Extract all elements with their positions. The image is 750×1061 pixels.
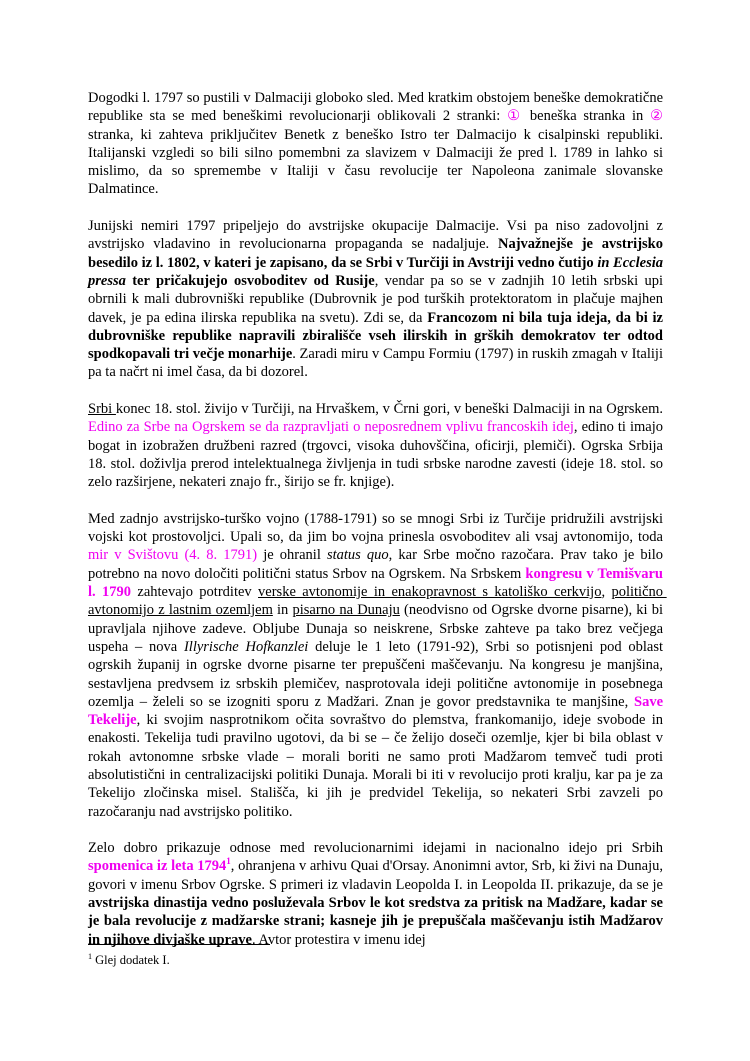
text-run: je ohranil	[257, 547, 327, 564]
paragraph	[88, 510, 667, 821]
text-run: , vendar pa so se v zadnjih 10 letih srbski upi obrnili k mali dubrovniški republike (Dubrovnik je pod turških protektoratom in plačuje majhen davek, je pa edina ilirska republika na svetu). Zdi se, da	[88, 272, 667, 326]
text-run: ter pričakujejo osvoboditev od Rusije	[125, 272, 375, 289]
text-run: Junijski nemiri 1797 pripeljejo do avstrijske okupacije Dalmacije. Vsi pa niso zadovoljni z avstrijsko vladavino in revolucionarna propaganda se nadaljuje.	[88, 218, 667, 253]
text-run: (neodvisno od Ogrske dvorne pisarne), ki bi upravljala njihove zadeve. Obljube Dunaja so neiskrene, Srbske zahteve pa tako brez večjega uspeha – nova	[88, 602, 667, 655]
text-run: Francozom ni bila tuja ideja, da bi iz dubrovniške republike napravili zbirališče vseh ilirskih in grških demokratov ter odtod spodkopavali tri večje monarhije	[88, 309, 667, 363]
text-run: , ohranjena v arhivu Quai d'Orsay. Anonimni avtor, Srb, ki živi na Dunaju, govori v imenu Srbov Ogrske. S primeri iz vladavin Leopolda I. in Leopolda II. prikazuje, da se je	[88, 858, 667, 893]
text-run: , kar Srbe močno razočara. Prav tako je bilo potrebno na novo določiti politični status Srbov na Ogrskem. Na Srbskem	[88, 547, 667, 582]
text-run: in	[272, 602, 293, 619]
text-run: in Ecclesia pressa	[88, 254, 667, 289]
text-run: Zelo dobro prikazuje odnose med revolucionarnimi idejami in nacionalno idejo pri Srbih	[88, 840, 667, 857]
text-run: stranka, ki zahteva priključitev Benetk z beneško Istro ter Dalmacijo k cisalpinski republiki. Italijanski vzgledi so bili silno pomembni za slavizem v Dalmaciji že pred l. 1789 in lahko si mislimo, da so spremembe v Italiji v času revolucije ter Napoleona zanimale slovanske Dalmatince.	[88, 108, 667, 198]
highlighted-text-run: kongresu v Temišvaru l. 1790	[88, 565, 667, 601]
document-body	[88, 89, 667, 967]
text-run: pisarno na Dunaju	[292, 602, 400, 619]
text-run: status quo	[326, 547, 389, 564]
footnote-marker: 1	[88, 951, 93, 961]
text-run: . Avtor protestira v imenu idej	[251, 931, 426, 948]
footnote-reference: 1	[226, 856, 231, 867]
text-run: zahtevajo potrditev	[131, 584, 259, 601]
text-run: Dogodki l. 1797 so pustili v Dalmaciji globoko sled. Med kratkim obstojem beneške demokratične republike sta se med beneškimi revolucionarji oblikovali 2 stranki:	[88, 90, 667, 125]
text-run: deluje le 1 leto (1791-92), Srbi so potisnjeni pod oblast ogrskih županij in ogrske dvorne pisarne ter prepuščeni maščevanju. Na kongresu je manjšina, sestavljena predvsem iz srbskih plemičev, nasprotovala ideji politične avtonomije in posebnega ozemlja – želeli so se izogniti sporu z Madžari. Znan je govor predstavnika te manjšine,	[88, 638, 667, 710]
text-run: politično avtonomijo z lastnim ozemljem	[88, 584, 667, 619]
text-run: konec 18. stol. živijo v Turčiji, na Hrvaškem, v Črni gori, v beneški Dalmaciji in na Ogrskem.	[115, 401, 667, 418]
footnote-separator	[88, 944, 270, 945]
text-run: verske avtonomije in enakopravnost s katoliško cerkvijo	[258, 584, 602, 601]
text-run: ,	[601, 584, 612, 601]
text-run: , ki svojim nasprotnikom očita sovraštvo do plemstva, frankomanijo, ideje svobode in enakosti. Tekelija tudi pravilno ugotovi, da bi se – če želijo doseči ozemlje, kjer bi bila oblast v rokah avtonomne srbske vlade – morali boriti ne samo proti Madžarom temveč tudi proti absolutistični in centralizacijski politiki Dunaja. Morali bi iti v revolucijo proti kralju, kar pa je za Tekelijo zločinska misel. Stališča, ki jih je predvidel Tekelija, so nekateri Srbi zavzeli po razočaranju nad avstrijsko politiko.	[88, 712, 667, 820]
paragraph	[88, 217, 667, 382]
highlighted-text-run: ②	[650, 108, 664, 125]
paragraph	[88, 839, 667, 949]
text-run: Med zadnjo avstrijsko-turško vojno (1788-1791) so se mnogi Srbi iz Turčije pridružili avstrijski vojski kot prostovoljci. Upali so, da jim bo vojna prinesla osvoboditev ali vsaj avtonomijo, toda	[88, 510, 667, 546]
footnote-text	[88, 952, 663, 968]
highlighted-text-run: Save Tekelije	[88, 693, 667, 729]
text-run: Najvažnejše je avstrijsko besedilo iz l. 1802, v kateri je zapisano, da se Srbi v Turčiji in Avstriji vedno čutijo	[88, 236, 667, 271]
highlighted-text-run: ①	[507, 108, 524, 125]
text-run: , edino ti imajo bogat in izobražen družbeni razred (trgovci, visoka duhovščina, oficirji, plemiči). Ogrska Srbija 18. stol. doživlja prerod intelektualnega življenja in tudi srbske narodne zavesti (ideje 18. stol. so zelo razširjene, nekateri znajo fr., širijo se fr. knjige).	[88, 419, 667, 491]
text-run: avstrijska dinastija vedno posluževala Srbov le kot sredstva za pritisk na Madžare, kadar se je bala revolucije z madžarske strani; kasneje jih je prepuščala maščevanju istih Madžarov in njihove divjaške uprave	[88, 895, 667, 948]
highlighted-text-run: Edino za Srbe na Ogrskem se da razpravljati o neposrednem vplivu francoskih idej	[88, 419, 574, 436]
text-run: . Zaradi miru v Campu Formiu (1797) in ruskih zmagah v Italiji pa ta načrt ni imel časa, da bi dozorel.	[88, 346, 667, 381]
text-run: Illyrische Hofkanzlei	[183, 638, 309, 655]
footnote-label: Glej dodatek I.	[95, 953, 170, 967]
text-run: beneška stranka in	[523, 108, 651, 125]
paragraph	[88, 89, 667, 199]
highlighted-text-run: mir v Svištovu (4. 8. 1791)	[88, 547, 258, 564]
footnote-area	[88, 944, 663, 968]
text-run: Srbi	[88, 401, 116, 418]
highlighted-text-run: spomenica iz leta 1794	[88, 858, 227, 875]
paragraph	[88, 400, 667, 491]
